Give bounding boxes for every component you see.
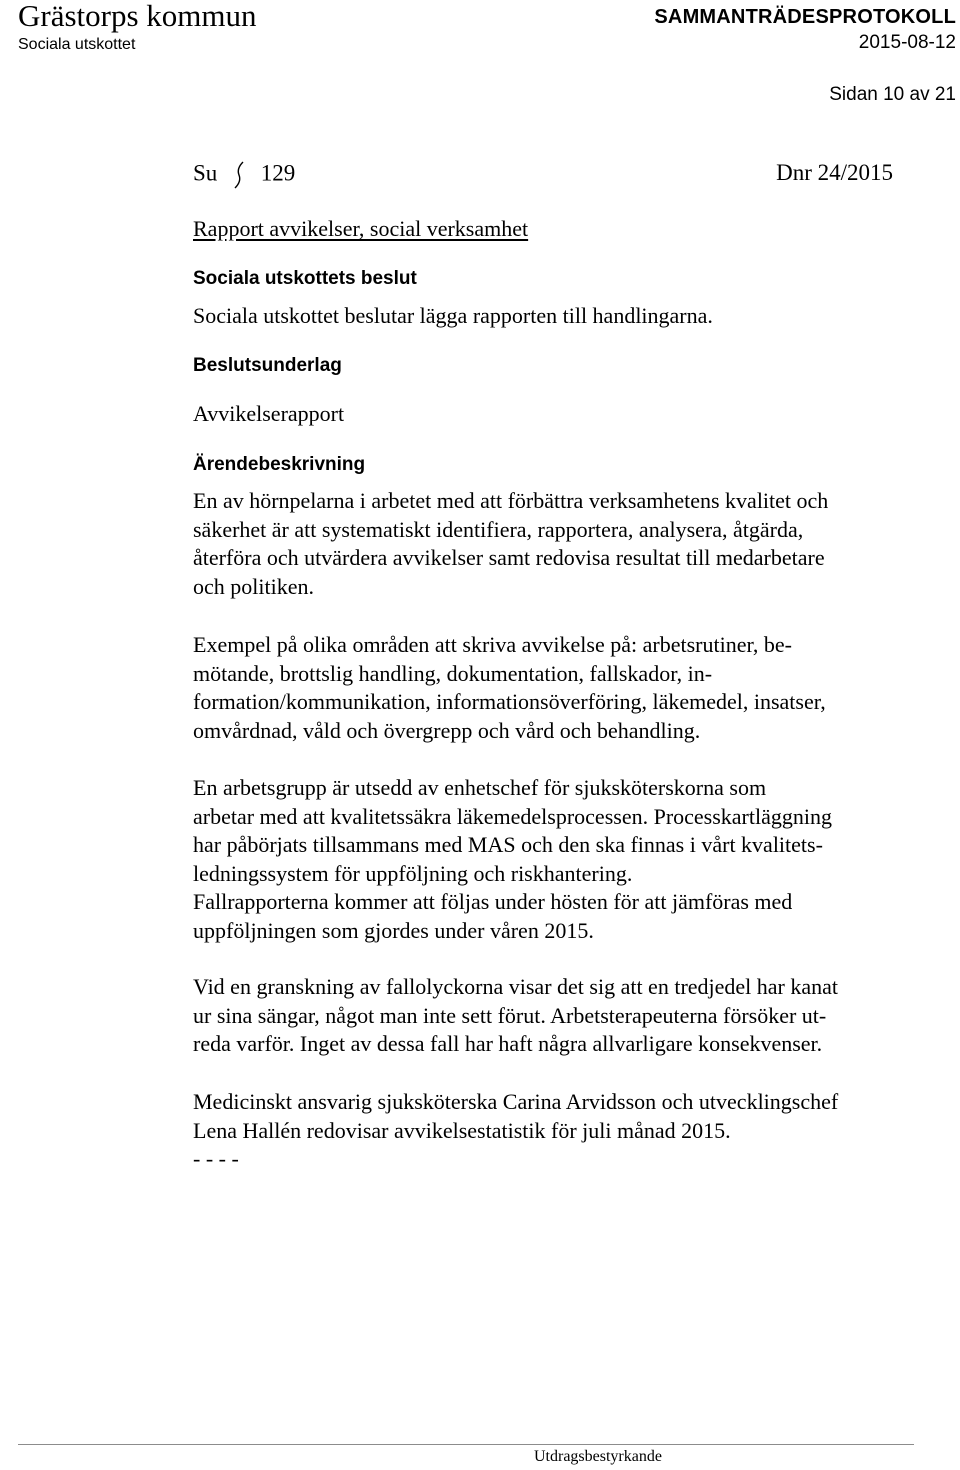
paragraph-sign-icon — [229, 160, 251, 190]
text-line: ledningssystem för uppföljning och riskhantering. — [193, 860, 633, 886]
case-number: Dnr 24/2015 — [776, 160, 893, 185]
section-title: Rapport avvikelser, social verksamhet — [193, 216, 529, 241]
basis-item: Avvikelserapport — [193, 401, 345, 426]
page-number: Sidan 10 av 21 — [829, 84, 956, 105]
description-paragraph — [193, 487, 911, 601]
text-line: återföra och utvärdera avvikelser samt redovisa resultat till medarbetare — [193, 545, 825, 570]
text-line: Vid en granskning av fallolyckorna visar det sig att en tredjedel har kanat — [193, 974, 839, 999]
text-line: uppföljningen som gjordes under våren 2015. — [193, 917, 594, 943]
section-prefix: Su — [193, 160, 218, 186]
text-line: säkerhet är att systematiskt identifiera, rapportera, analysera, åtgärda, — [193, 516, 804, 542]
decision-heading: Sociala utskottets beslut — [193, 268, 417, 289]
closing-dashes: - - - - — [193, 1146, 239, 1171]
text-line: mötande, brottslig handling, dokumentation, fallskador, in- — [193, 660, 713, 686]
description-paragraph — [193, 1088, 911, 1174]
basis-heading: Beslutsunderlag — [193, 355, 342, 376]
text-line: har påbörjats tillsammans med MAS och den ska finnas i vårt kvalitets- — [193, 832, 823, 857]
text-line: Medicinskt ansvarig sjuksköterska Carina Arvidsson och utvecklingschef — [193, 1089, 839, 1114]
text-line: formation/kommunikation, informationsöverföring, läkemedel, insatser, — [193, 689, 826, 714]
text-line: Lena Hallén redovisar avvikelsestatistik för juli månad 2015. — [193, 1117, 731, 1143]
footer-label: Utdragsbestyrkande — [534, 1448, 662, 1465]
section-label — [193, 160, 295, 190]
section-number: 129 — [260, 160, 296, 186]
text-line: reda varför. Inget av dessa fall har haft några allvarligare konsekvenser. — [193, 1031, 823, 1056]
description-paragraph — [193, 631, 911, 745]
text-line: ur sina sängar, något man inte sett förut. Arbetsterapeuterna försöker ut- — [193, 1002, 827, 1028]
meeting-date: 2015-08-12 — [858, 32, 956, 53]
description-heading: Ärendebeskrivning — [193, 454, 366, 475]
department-name: Sociala utskottet — [18, 36, 136, 53]
footer-divider — [18, 1444, 914, 1445]
description-paragraph — [193, 973, 911, 1059]
text-line: Fallrapporterna kommer att följas under hösten för att jämföras med — [193, 889, 793, 914]
decision-text: Sociala utskottet beslutar lägga rapporten till handlingarna. — [193, 303, 713, 328]
text-line: och politiken. — [193, 573, 314, 599]
text-line: omvårdnad, våld och övergrepp och vård och behandling. — [193, 717, 701, 743]
text-line: En av hörnpelarna i arbetet med att förbättra verksamhetens kvalitet och — [193, 488, 829, 513]
text-line: En arbetsgrupp är utsedd av enhetschef för sjuksköterskorna som — [193, 775, 767, 800]
text-line: arbetar med att kvalitetssäkra läkemedelsprocessen. Processkartläggning — [193, 803, 832, 829]
description-paragraph — [193, 774, 911, 945]
document-type: SAMMANTRÄDESPROTOKOLL — [654, 6, 956, 28]
text-line: Exempel på olika områden att skriva avvikelse på: arbetsrutiner, be- — [193, 632, 793, 657]
organization-name: Grästorps kommun — [18, 0, 257, 33]
